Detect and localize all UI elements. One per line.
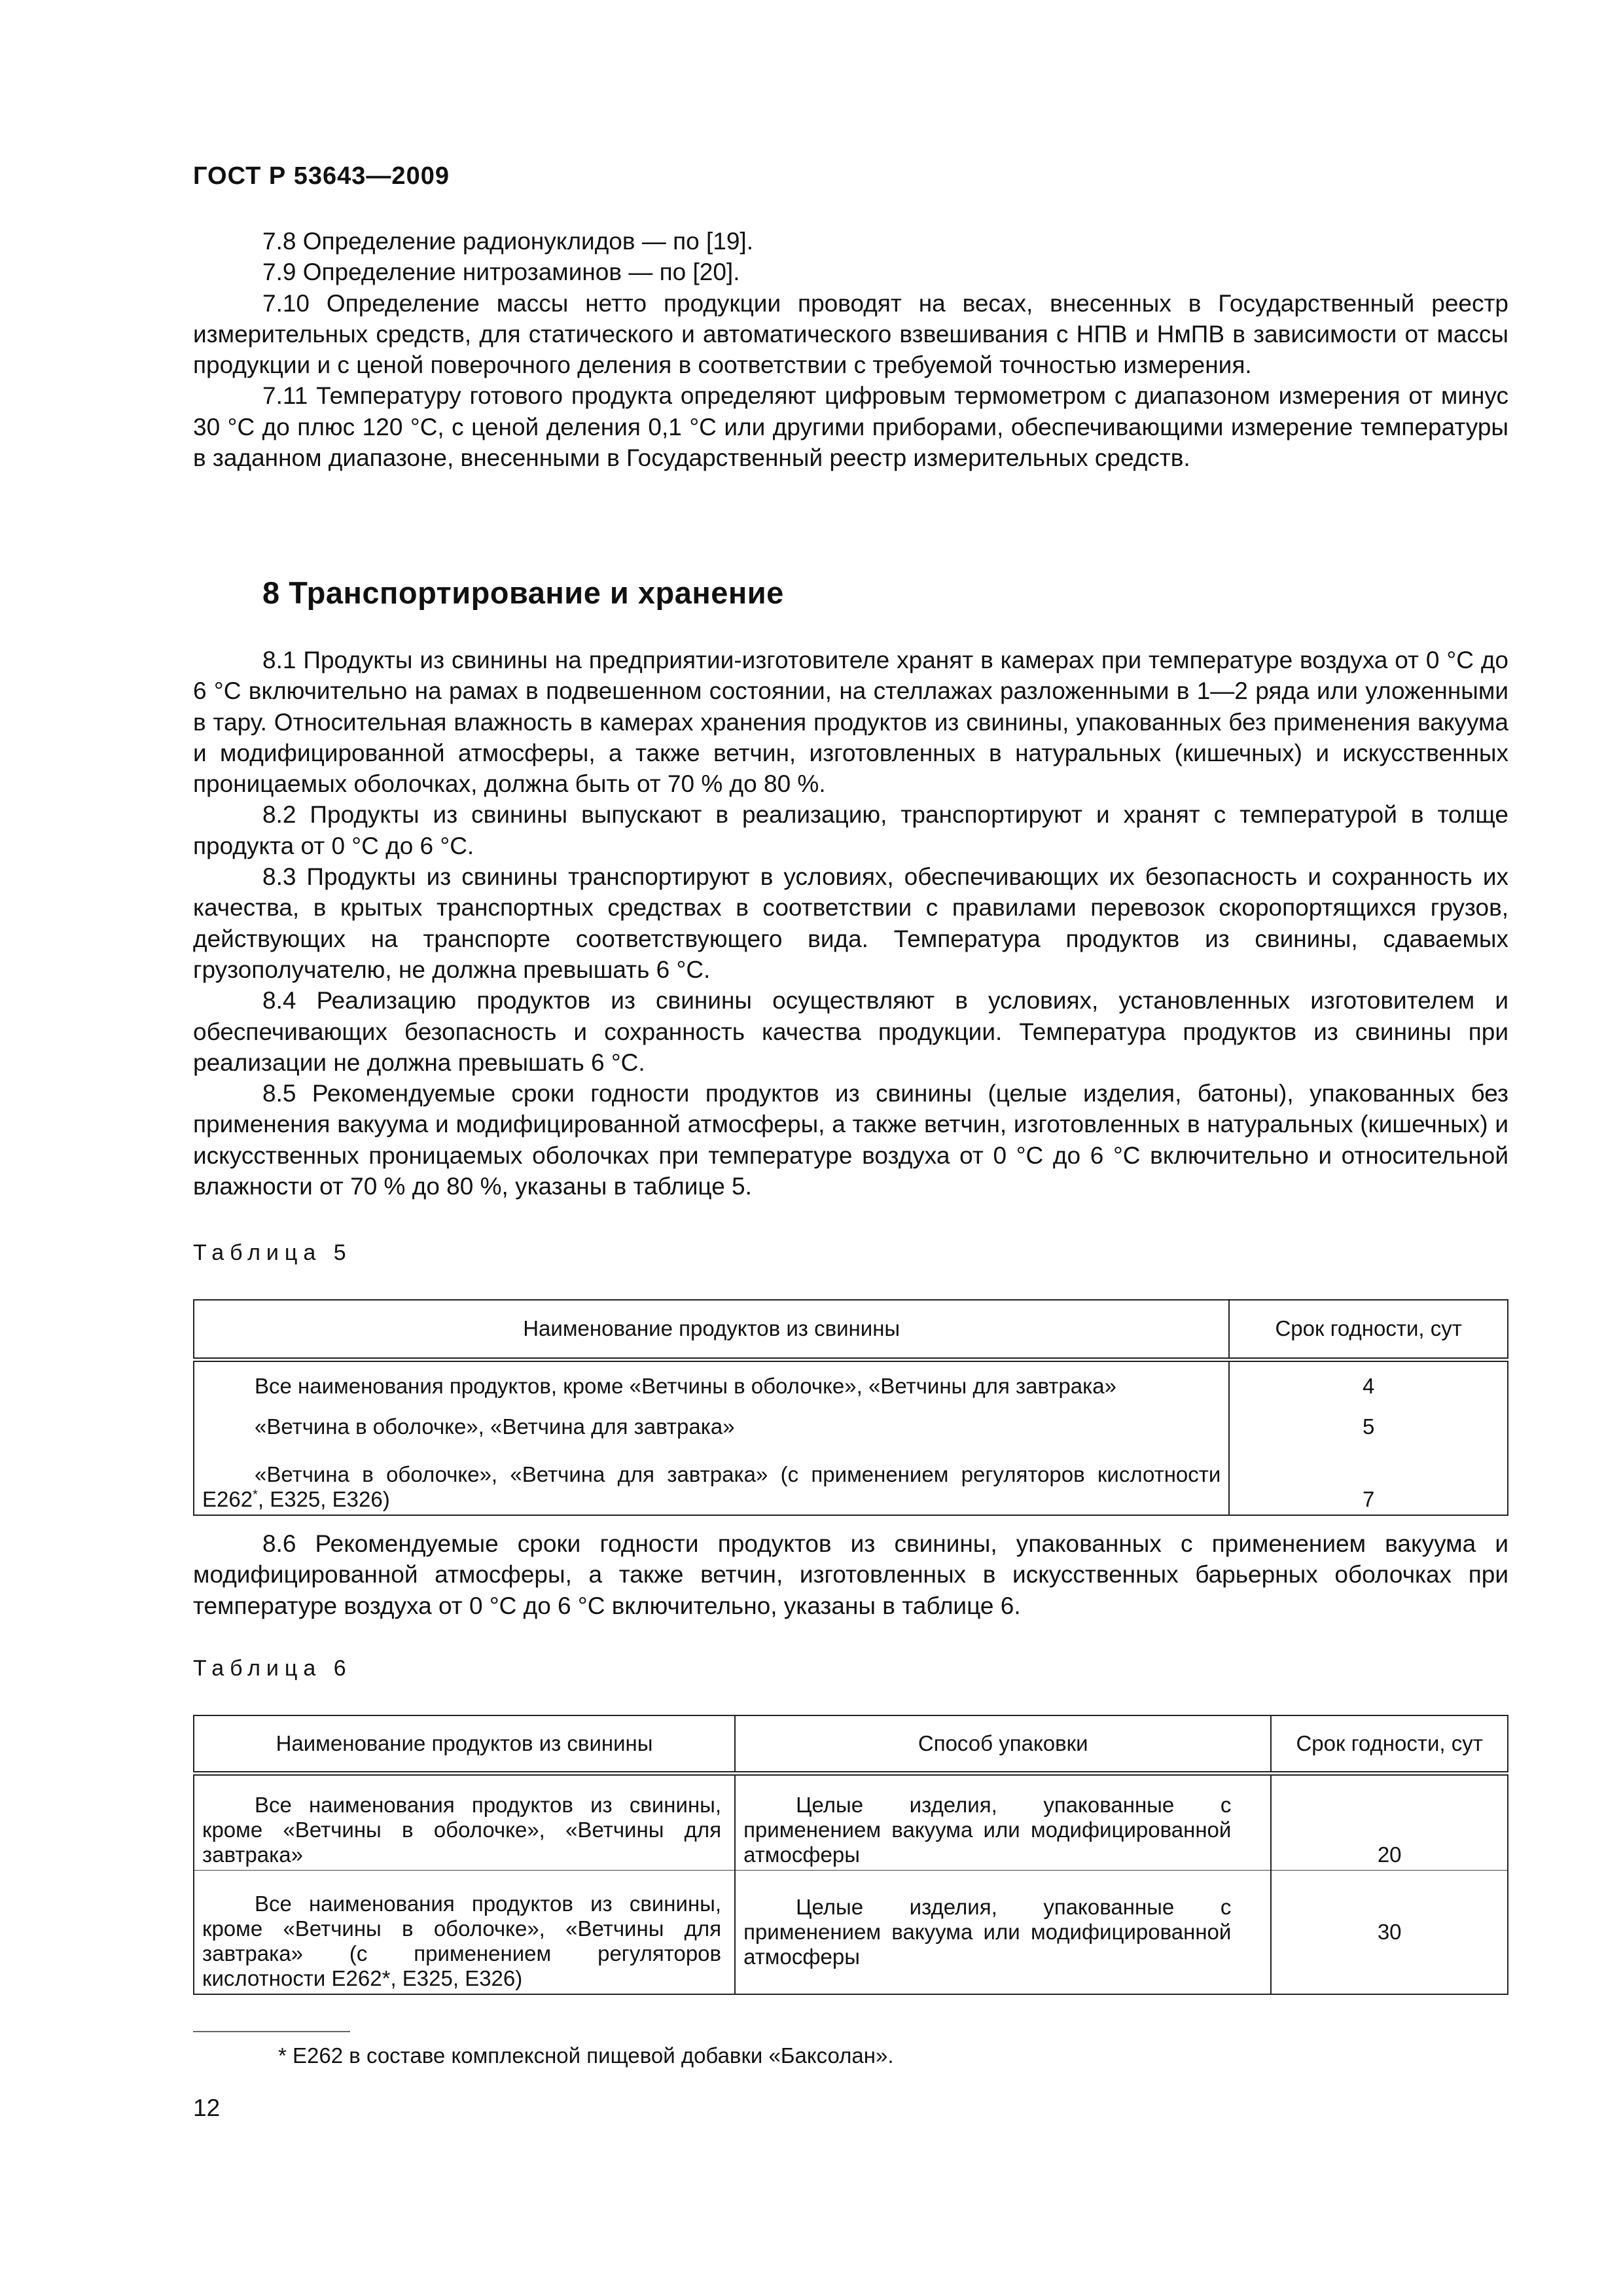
table-5-row-2-name: «Ветчина в оболочке», «Ветчина для завтрака»	[194, 1401, 1229, 1442]
paragraph-7-9: 7.9 Определение нитрозаминов — по [20].	[262, 259, 740, 286]
table-6-header-packaging: Способ упаковки	[735, 1715, 1271, 1773]
table-header-row	[194, 1300, 1508, 1359]
paragraph-8-4: 8.4 Реализацию продуктов из свинины осуществляют в условиях, установленных изготовителем и обеспечивающих безопасность и сохранность качества продукции. Температура продуктов из свинины при реализации не должна превышать 6 °С.	[193, 987, 1508, 1076]
table-row	[194, 1773, 1508, 1870]
paragraph-7-10: 7.10 Определение массы нетто продукции проводят на весах, внесенных в Государственный реестр измерительных средств, для статического и автоматического взвешивания с НПВ и НмПВ в зависимости от массы продукции и с ценой поверочного деления в соответствии с требуемой точностью измерения.	[193, 289, 1508, 379]
table-6-row-2-name: Все наименования продуктов из свинины, кроме «Ветчины в оболочке», «Ветчины для завтрака» (с применением регуляторов кислотности Е262*, Е325, Е326)	[194, 1870, 735, 1994]
table-6	[193, 1715, 1508, 1995]
paragraph-8-3: 8.3 Продукты из свинины транспортируют в условиях, обеспечивающих их безопасность и сохранность их качества, в крытых транспортных средствах в соответствии с правилами перевозок скоропортящихся грузов, действующих на транспорте соответствующего вида. Температура продуктов из свинины, сдаваемых грузополучателю, не должна превышать 6 °С.	[193, 863, 1508, 983]
table-5-row-3-name	[194, 1442, 1229, 1515]
section-8-text	[193, 645, 1508, 1202]
table-6-row-2-packaging: Целые изделия, упакованные с применением вакуума или модифицированной атмосферы	[735, 1870, 1271, 1994]
paragraph-8-6: 8.6 Рекомендуемые сроки годности продуктов из свинины, упакованных с применением вакуума и модифицированной атмосферы, а также ветчин, изготовленных в искусственных барьерных оболочках при температуре воздуха от 0 °С до 6 °С включительно, указаны в таблице 6.	[193, 1530, 1508, 1619]
section-7-text	[193, 226, 1508, 473]
footnote-divider	[193, 2031, 350, 2032]
table-5-row-3-name-text: «Ветчина в оболочке», «Ветчина для завтрака» (с применением регуляторов кислотности Е262	[202, 1462, 1221, 1511]
table-5-header-term: Срок годности, сут	[1229, 1300, 1508, 1359]
paragraph-7-8: 7.8 Определение радионуклидов — по [19].	[262, 228, 753, 255]
table-6-row-1-name: Все наименования продуктов из свинины, кроме «Ветчины в оболочке», «Ветчины для завтрака»	[194, 1773, 735, 1870]
paragraph-8-1: 8.1 Продукты из свинины на предприятии-изготовителе хранят в камерах при температуре воздуха от 0 °С до 6 °С включительно на рамах в подвешенном состоянии, на стеллажах разложенными в 1—2 ряда или уложенными в тару. Относительная влажность в камерах хранения продуктов из свинины, упакованных без применения вакуума и модифицированной атмосферы, а также ветчин, изготовленных в натуральных (кишечных) и искусственных проницаемых оболочках, должна быть от 70 % до 80 %.	[193, 647, 1508, 798]
paragraph-8-6-block	[193, 1528, 1508, 1621]
table-6-caption: Таблица 6	[193, 1656, 352, 1681]
table-5-header-name: Наименование продуктов из свинины	[194, 1300, 1229, 1359]
standard-code-header: ГОСТ Р 53643—2009	[193, 162, 450, 190]
table-header-row	[194, 1715, 1508, 1773]
table-6-header-name: Наименование продуктов из свинины	[194, 1715, 735, 1773]
table-6-header-term: Срок годности, сут	[1271, 1715, 1508, 1773]
table-6-row-1-packaging: Целые изделия, упакованные с применением вакуума или модифицированной атмосферы	[735, 1773, 1271, 1870]
table-5-row-1-name: Все наименования продуктов, кроме «Ветчины в оболочке», «Ветчины для завтрака»	[194, 1359, 1229, 1401]
table-5-row-3-name-rest: , Е325, Е326)	[257, 1487, 390, 1511]
table-6-row-1-term: 20	[1271, 1773, 1508, 1870]
footnote-marker: *	[253, 1488, 258, 1502]
table-5-row-2-term: 5	[1229, 1401, 1508, 1442]
table-6-row-2-term: 30	[1271, 1870, 1508, 1994]
table-5-row-1-term: 4	[1229, 1359, 1508, 1401]
table-row	[194, 1359, 1508, 1401]
table-5-row-3-term: 7	[1229, 1442, 1508, 1515]
footnote: * Е262 в составе комплексной пищевой добавки «Баксолан».	[278, 2043, 894, 2068]
table-row	[194, 1442, 1508, 1515]
table-5-caption: Таблица 5	[193, 1240, 352, 1265]
paragraph-7-11: 7.11 Температуру готового продукта определяют цифровым термометром с диапазоном измерения от минус 30 °С до плюс 120 °С, с ценой деления 0,1 °С или другими приборами, обеспечивающими измерение температуры в заданном диапазоне, внесенными в Государственный реестр измерительных средств.	[193, 382, 1508, 472]
paragraph-8-5: 8.5 Рекомендуемые сроки годности продуктов из свинины (целые изделия, батоны), упакованных без применения вакуума и модифицированной атмосферы, а также ветчин, изготовленных в натуральных (кишечных) и искусственных проницаемых оболочках при температуре воздуха от 0 °С до 6 °С включительно и относительной влажности от 70 % до 80 %, указаны в таблице 5.	[193, 1080, 1508, 1200]
page-number: 12	[193, 2094, 221, 2121]
table-row	[194, 1401, 1508, 1442]
section-8-title: 8 Транспортирование и хранение	[262, 575, 784, 610]
table-5	[193, 1299, 1508, 1516]
table-row	[194, 1870, 1508, 1994]
paragraph-8-2: 8.2 Продукты из свинины выпускают в реализацию, транспортируют и хранят с температурой в толще продукта от 0 °С до 6 °С.	[193, 801, 1508, 859]
document-page	[193, 0, 1508, 2296]
